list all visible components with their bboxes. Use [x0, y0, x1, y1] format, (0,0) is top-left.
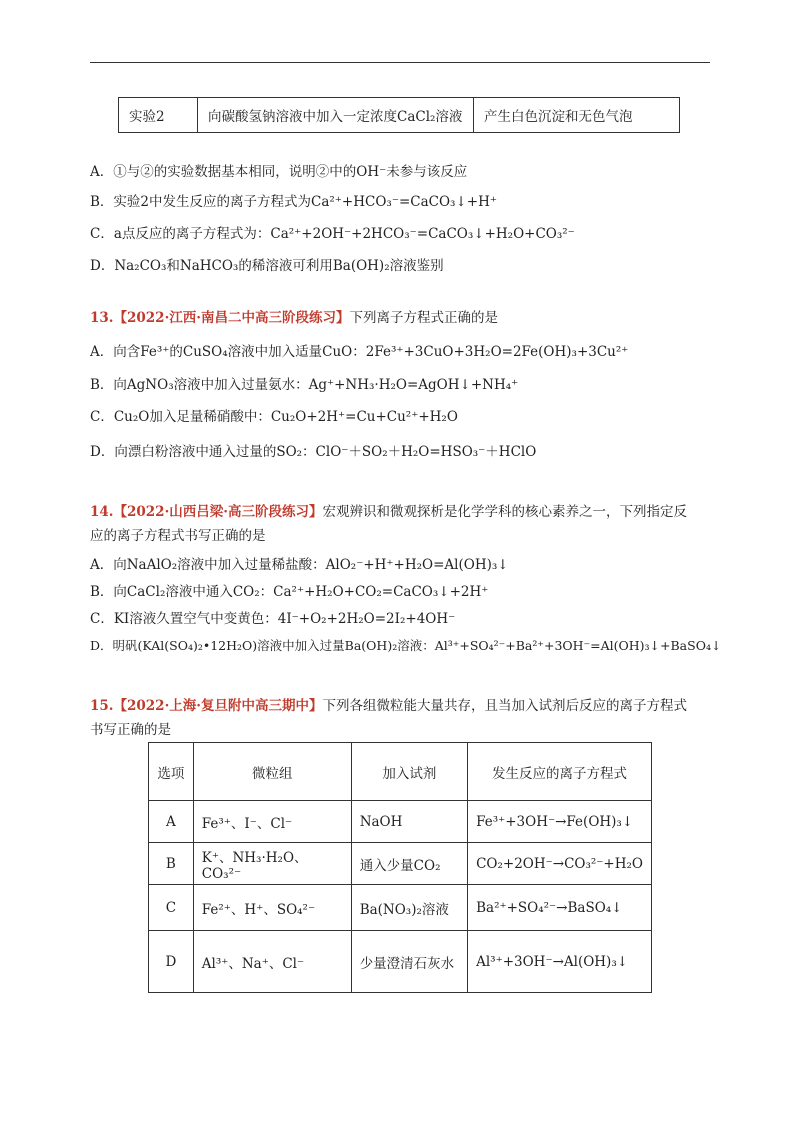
- q13-question: 下列离子方程式正确的是: [349, 310, 498, 326]
- row-reagent: 少量澄清石灰水: [351, 931, 467, 993]
- row-particles: K⁺、NH₃·H₂O、CO₃²⁻: [193, 843, 351, 885]
- q15-question: 下列各组微粒能大量共存，且当加入试剂后反应的离子方程式: [322, 698, 687, 714]
- q13-option-d: D．向漂白粉溶液中通入过量的SO₂：ClO⁻＋SO₂＋H₂O=HSO₃⁻＋HClO: [90, 444, 537, 460]
- row-equation: Fe³⁺+3OH⁻→Fe(OH)₃↓: [468, 801, 652, 843]
- q15-number: 15.: [90, 698, 114, 714]
- table-row: [149, 801, 652, 843]
- q13-source: 【2022·江西·南昌二中高三阶段练习】: [113, 310, 350, 326]
- q14-source: 【2022·山西吕梁·高三阶段练习】: [113, 504, 323, 520]
- q12-option-c: C．a点反应的离子方程式为：Ca²⁺+2OH⁻+2HCO₃⁻=CaCO₃↓+H₂O+CO₃²⁻: [90, 226, 575, 242]
- q14-stem-line2: 应的离子方程式书写正确的是: [90, 528, 266, 544]
- q14-number: 14.: [90, 504, 114, 520]
- row-particles: Fe³⁺、I⁻、Cl⁻: [193, 801, 351, 843]
- header-rule: [90, 62, 710, 63]
- q12-option-a: A．①与②的实验数据基本相同，说明②中的OH⁻未参与该反应: [90, 164, 468, 180]
- q14-stem-line1: [90, 500, 687, 520]
- q13-option-b: B．向AgNO₃溶液中加入过量氨水：Ag⁺+NH₃·H₂O=AgOH↓+NH₄⁺: [90, 377, 519, 393]
- q13-option-c: C．Cu₂O加入足量稀硝酸中：Cu₂O+2H⁺=Cu+Cu²⁺+H₂O: [90, 409, 458, 425]
- q13-number: 13.: [90, 310, 114, 326]
- q14-question: 宏观辨识和微观探析是化学学科的核心素养之一，下列指定反: [322, 504, 687, 520]
- table-row: [149, 843, 652, 885]
- row-option: D: [149, 931, 194, 993]
- q15-source: 【2022·上海·复旦附中高三期中】: [113, 698, 323, 714]
- row-equation: Al³⁺+3OH⁻→Al(OH)₃↓: [468, 931, 652, 993]
- q15-stem-line2: 书写正确的是: [90, 722, 171, 738]
- experiment-phenomenon: 产生白色沉淀和无色气泡: [474, 98, 680, 133]
- q15-stem-line1: [90, 694, 687, 714]
- row-option: C: [149, 885, 194, 931]
- table-row: [149, 885, 652, 931]
- experiment-table: [118, 97, 680, 133]
- row-equation: Ba²⁺+SO₄²⁻→BaSO₄↓: [468, 885, 652, 931]
- row-reagent: 通入少量CO₂: [351, 843, 467, 885]
- header-particles: 微粒组: [193, 743, 351, 801]
- row-option: A: [149, 801, 194, 843]
- table-row: [119, 98, 680, 133]
- q13-stem: [90, 306, 498, 326]
- q12-option-b: B．实验2中发生反应的离子方程式为Ca²⁺+HCO₃⁻=CaCO₃↓+H⁺: [90, 194, 497, 210]
- header-option: 选项: [149, 743, 194, 801]
- experiment-label: 实验2: [119, 98, 198, 133]
- row-option: B: [149, 843, 194, 885]
- q13-option-a: A．向含Fe³⁺的CuSO₄溶液中加入适量CuO：2Fe³⁺+3CuO+3H₂O=2Fe(OH)₃+3Cu²⁺: [90, 344, 629, 360]
- header-reagent: 加入试剂: [351, 743, 467, 801]
- q14-option-d: D．明矾(KAl(SO₄)₂•12H₂O)溶液中加入过量Ba(OH)₂溶液：Al³⁺+SO₄²⁻+Ba²⁺+3OH⁻=Al(OH)₃↓+BaSO₄↓: [90, 638, 722, 653]
- row-equation: CO₂+2OH⁻→CO₃²⁻+H₂O: [468, 843, 652, 885]
- row-particles: Fe²⁺、H⁺、SO₄²⁻: [193, 885, 351, 931]
- row-particles: Al³⁺、Na⁺、Cl⁻: [193, 931, 351, 993]
- table-header-row: [149, 743, 652, 801]
- q15-table: [148, 742, 652, 993]
- row-reagent: Ba(NO₃)₂溶液: [351, 885, 467, 931]
- experiment-operation: 向碳酸氢钠溶液中加入一定浓度CaCl₂溶液: [198, 98, 474, 133]
- q14-option-b: B．向CaCl₂溶液中通入CO₂：Ca²⁺+H₂O+CO₂=CaCO₃↓+2H⁺: [90, 584, 489, 600]
- q14-option-a: A．向NaAlO₂溶液中加入过量稀盐酸：AlO₂⁻+H⁺+H₂O=Al(OH)₃↓: [90, 557, 509, 573]
- q12-option-d: D．Na₂CO₃和NaHCO₃的稀溶液可利用Ba(OH)₂溶液鉴别: [90, 258, 444, 274]
- q14-option-c: C．KI溶液久置空气中变黄色：4I⁻+O₂+2H₂O=2I₂+4OH⁻: [90, 611, 456, 627]
- table-row: [149, 931, 652, 993]
- row-reagent: NaOH: [351, 801, 467, 843]
- header-equation: 发生反应的离子方程式: [468, 743, 652, 801]
